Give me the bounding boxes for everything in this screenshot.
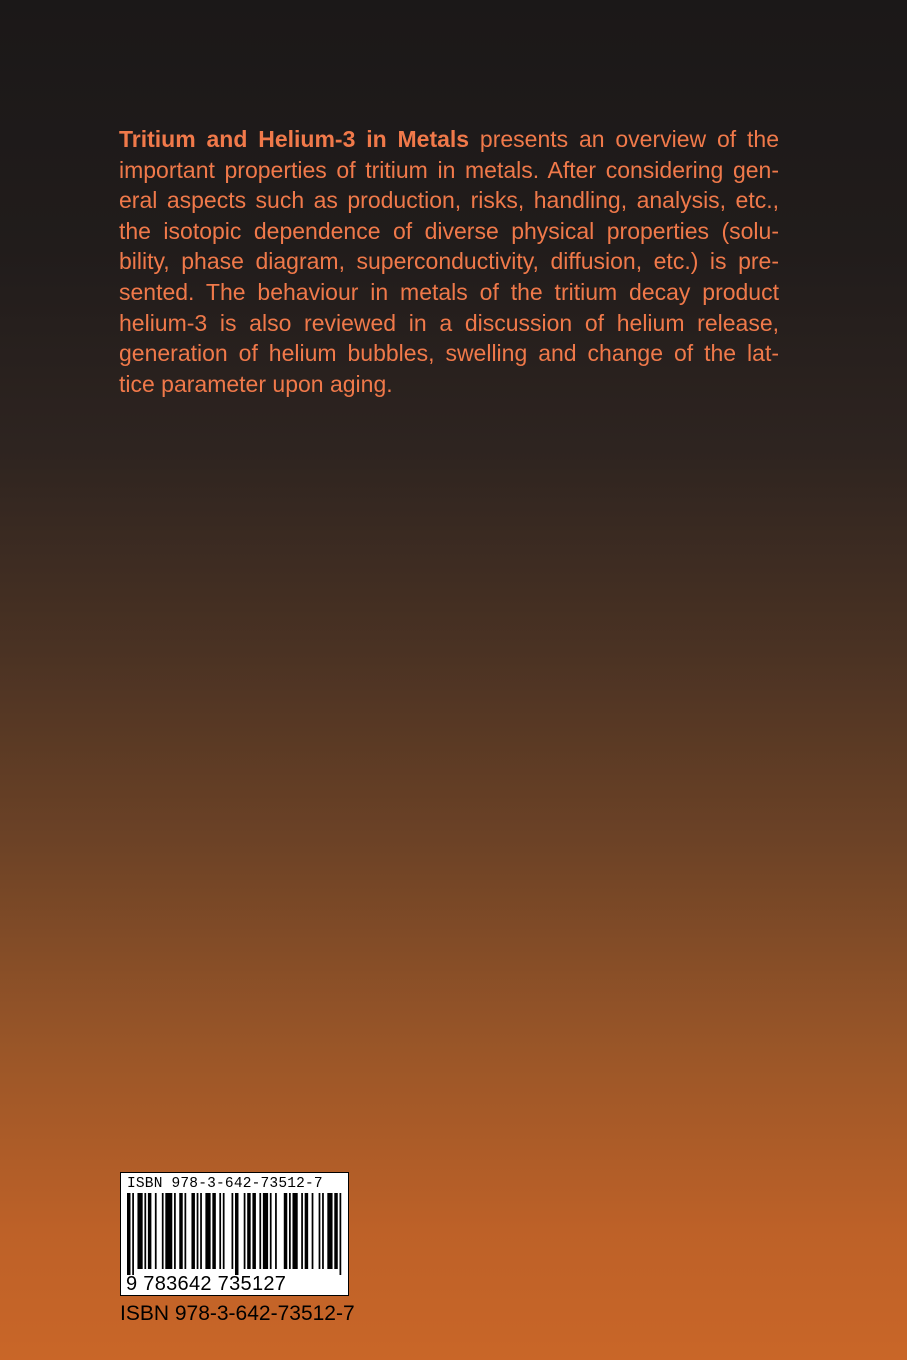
blurb-line-4: the isotopic dependence of diverse physical properties (solu-	[119, 217, 779, 244]
barcode-bar	[263, 1193, 268, 1269]
barcode-bar	[244, 1193, 246, 1269]
barcode-bar	[219, 1193, 221, 1269]
blurb-line-7: helium-3 is also reviewed in a discussion of helium release,	[119, 309, 779, 336]
barcode-bar	[223, 1193, 225, 1269]
barcode-bar	[137, 1193, 142, 1269]
blurb-line-3: eral aspects such as production, risks, handling, analysis, etc.,	[119, 187, 779, 214]
barcode-bar	[275, 1193, 277, 1269]
isbn-label: ISBN 978-3-642-73512-7	[120, 1302, 355, 1325]
barcode-bar	[155, 1193, 157, 1269]
barcode-bar	[144, 1193, 146, 1269]
blurb-line-8: generation of helium bubbles, swelling and change of the lat-	[119, 340, 779, 367]
barcode-digits: 9 783642 735127	[126, 1273, 287, 1295]
barcode-bar	[292, 1193, 297, 1269]
barcode-bar	[319, 1193, 321, 1269]
barcode-bar	[232, 1193, 234, 1269]
barcode-bar	[340, 1193, 342, 1275]
barcode-bar	[205, 1193, 210, 1269]
barcode-bar	[247, 1193, 250, 1269]
barcode-bar	[148, 1193, 151, 1269]
barcode-bar	[284, 1193, 287, 1269]
barcode-bar	[322, 1193, 324, 1269]
barcode	[120, 1172, 349, 1296]
blurb-line-9: tice parameter upon aging.	[119, 370, 393, 397]
book-title: Tritium and Helium-3 in Metals	[119, 126, 470, 152]
barcode-bar	[184, 1193, 186, 1269]
barcode-bar	[179, 1193, 182, 1269]
barcode-bar	[165, 1193, 172, 1269]
blurb-line-5: bility, phase diagram, superconductivity, diffusion, etc.) is pre-	[119, 248, 779, 275]
barcode-bars	[127, 1193, 343, 1275]
barcode-bar	[191, 1193, 194, 1269]
barcode-bar	[235, 1193, 238, 1275]
barcode-bar	[212, 1193, 215, 1269]
blurb-line-1: Tritium and Helium-3 in Metals presents an overview of the	[119, 126, 779, 152]
blurb-line-2: important properties of tritium in metals. After considering gen-	[119, 156, 779, 183]
barcode-bar	[162, 1193, 164, 1269]
barcode-bar	[312, 1193, 314, 1269]
barcode-bar	[259, 1193, 261, 1269]
barcode-bar	[305, 1193, 308, 1269]
barcode-bar	[174, 1193, 176, 1269]
barcode-bar	[127, 1193, 130, 1275]
barcode-bar	[200, 1193, 202, 1269]
barcode-bar	[301, 1193, 303, 1269]
barcode-bar	[197, 1193, 199, 1269]
blurb-line-6: sented. The behaviour in metals of the tritium decay product	[119, 278, 779, 305]
barcode-bar	[132, 1193, 134, 1275]
book-description	[119, 124, 779, 399]
barcode-bar	[270, 1193, 272, 1269]
barcode-bar	[252, 1193, 255, 1269]
barcode-bar	[327, 1193, 332, 1269]
barcode-bar	[289, 1193, 291, 1269]
barcode-bar	[334, 1193, 337, 1269]
barcode-isbn-text: ISBN 978-3-642-73512-7	[127, 1176, 323, 1192]
